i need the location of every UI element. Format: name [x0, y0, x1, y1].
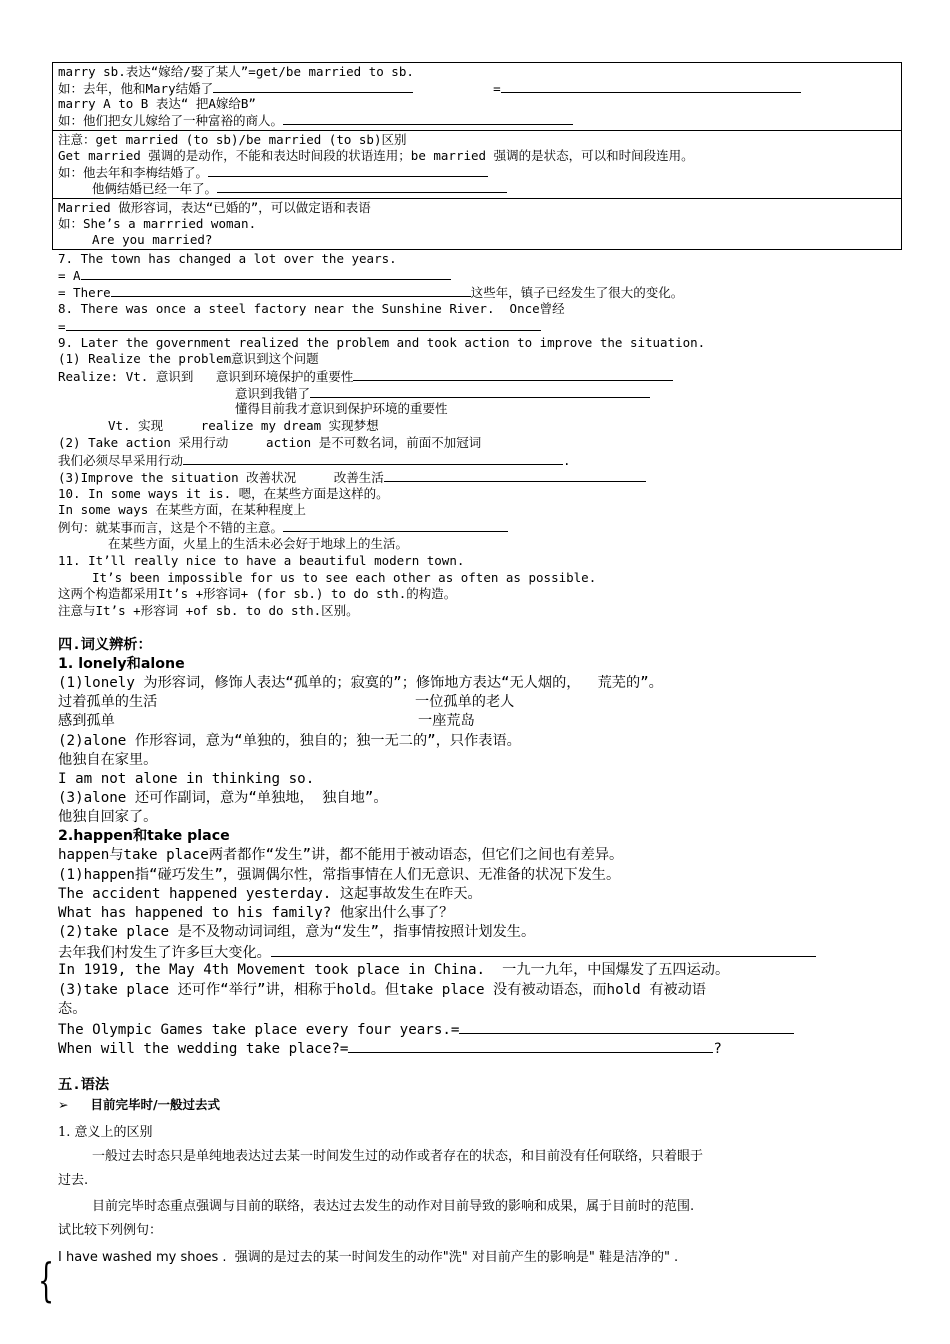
text-line: 懂得目前我才意识到保护环境的重要性 [235, 401, 448, 416]
rewrite-line: = There 这些年，镇子已经发生了很大的变化。 [58, 285, 684, 300]
answer-blank[interactable] [310, 385, 650, 398]
answer-blank[interactable] [501, 80, 801, 93]
answer-blank[interactable] [384, 469, 646, 482]
text-line: happen与take place两者都作“发生”讲，都不能用于被动语态，但它们之间也有差异。 [58, 847, 624, 863]
subheading: 1. lonely和alone [58, 656, 185, 672]
item-11: 11. It’ll really nice to have a beautiful modern town. [58, 553, 465, 568]
text-line: 态。 [58, 1001, 87, 1017]
text-line: marry sb.表达“嫁给/娶了某人”=get/be married to sb. [58, 64, 414, 79]
text-line: (2)take place 是不及物动词词组，意为“发生”，指事情按照计划发生。 [58, 924, 536, 940]
text-line: 一座荒岛 [418, 713, 475, 729]
answer-blank[interactable] [283, 519, 508, 532]
bullet-item: ➢ 目前完毕时/一般过去式 [58, 1097, 221, 1112]
answer-blank[interactable] [183, 452, 563, 465]
text-line: 目前完毕时态重点强调与目前的联络，表达过去发生的动作对目前导致的影响和成果，属于目前时的范围. [92, 1199, 695, 1214]
text-line: 他独自回家了。 [58, 809, 158, 825]
text-line: Get married 强调的是动作，不能和表达时间段的状语连用；be married 强调的是状态，可以和时间段连用。 [58, 148, 694, 163]
example-line: 如：他去年和李梅结婚了。 [58, 164, 488, 181]
text-line: 在某些方面，火星上的生活未必会好于地球上的生活。 [108, 536, 409, 551]
text-line: (3)alone 还可作副词，意为“单独地， 独自地”。 [58, 790, 388, 806]
text-line: 感到孤单 [58, 713, 115, 729]
rewrite-line: = [58, 318, 541, 335]
text-line: 过去. [58, 1173, 89, 1188]
text-line: 注意与It’s +形容词 +of sb. to do sth.区别。 [58, 603, 359, 618]
text-line: (2)alone 作形容词，意为“单独的，独自的；独一无二的”，只作表语。 [58, 733, 521, 749]
text-line: Married 做形容词，表达“已婚的”，可以做定语和表语 [58, 200, 371, 215]
text-line: 过着孤单的生活 [58, 694, 158, 710]
section-heading: 五.语法 [58, 1077, 110, 1093]
answer-blank[interactable] [348, 1038, 713, 1053]
text-line: 这两个构造都采用It’s +形容词+ (for sb.) to do sth.的构造。 [58, 586, 457, 601]
text-line: (2) Take action 采用行动 action 是不可数名词，前面不加冠词 [58, 435, 482, 450]
item-10: 10. In some ways it is. 嗯，在某些方面是这样的。 [58, 486, 389, 501]
answer-blank[interactable] [353, 368, 673, 381]
text-line: I am not alone in thinking so. [58, 771, 315, 787]
item-7: 7. The town has changed a lot over the years. [58, 251, 397, 266]
item-9: 9. Later the government realized the problem and took action to improve the situation. [58, 335, 706, 350]
text-line: In some ways 在某些方面，在某种程度上 [58, 502, 306, 517]
text-line: When will the wedding take place?= ? [58, 1038, 722, 1059]
answer-blank[interactable] [217, 180, 507, 193]
text-line: 意识到我错了 [235, 385, 650, 402]
text-line: The Olympic Games take place every four years.= [58, 1019, 794, 1040]
text-line: (1) Realize the problem意识到这个问题 [58, 351, 319, 366]
example-line: 他俩结婚已经一年了。 [92, 180, 507, 197]
text-line: In 1919, the May 4th Movement took place in China. 一九一九年，中国爆发了五四运动。 [58, 962, 730, 978]
text-line: (3)take place 还可作“举行”讲，相称于hold。但take place 没有被动语态，而hold 有被动语 [58, 982, 706, 998]
brace-mark: { [38, 1253, 55, 1307]
note-line: 注意：get married (to sb)/be married (to sb)区别 [58, 132, 407, 147]
answer-blank[interactable] [81, 267, 451, 280]
text-line: (1)lonely 为形容词，修饰人表达“孤单的；寂寞的”；修饰地方表达“无人烟的， 荒芜的”。 [58, 675, 663, 691]
text-line: (1)happen指“碰巧发生”，强调偶尔性，常指事情在人们无意识、无准备的状况下发生。 [58, 867, 621, 883]
text-line: (3)Improve the situation 改善状况 改善生活 [58, 469, 646, 486]
text-line: 例句：就某事而言，这是个不错的主意。 [58, 519, 508, 536]
rewrite-line: = A [58, 267, 451, 284]
answer-blank[interactable] [459, 1019, 794, 1034]
text-line: What has happened to his family? 他家出什么事了？ [58, 905, 454, 921]
example-line: 如：他们把女儿嫁给了一种富裕的商人。 [58, 112, 573, 129]
text-line: Realize: Vt. 意识到 意识到环境保护的重要性 [58, 368, 673, 385]
text-line: 去年我们村发生了许多巨大变化。 [58, 942, 816, 963]
answer-blank[interactable] [111, 284, 471, 297]
text-line: marry A to B 表达“ 把A嫁给B” [58, 96, 256, 111]
answer-blank[interactable] [283, 112, 573, 125]
example-line: Are you married? [92, 232, 213, 247]
text-line: 一般过去时态只是单纯地表达过去某一时间发生过的动作或者存在的状态，和目前没有任何联络，只着眼于 [92, 1149, 704, 1164]
text-line: 试比较下列例句： [58, 1223, 163, 1238]
subheading: 2.happen和take place [58, 828, 230, 844]
text-line: I have washed my shoes . 强调的是过去的某一时间发生的动作"洗" 对目前产生的影响是" 鞋是洁净的" . [58, 1250, 679, 1265]
text-line: 他独自在家里。 [58, 752, 158, 768]
text-line: Vt. 实现 realize my dream 实现梦想 [108, 418, 379, 433]
section-heading: 四.词义辨析： [58, 637, 152, 653]
answer-blank[interactable] [66, 318, 541, 331]
answer-blank[interactable] [271, 942, 816, 957]
example-line: 如：去年，他和Mary结婚了 = [58, 80, 801, 97]
answer-blank[interactable] [213, 80, 413, 93]
text-line: 一位孤单的老人 [415, 694, 515, 710]
example-line: 如：She’s a marrried woman. [58, 216, 257, 231]
text-line: 1. 意义上的区别 [58, 1125, 153, 1140]
text-line: It’s been impossible for us to see each other as often as possible. [92, 570, 597, 585]
arrow-bullet-icon: ➢ [58, 1097, 69, 1112]
item-8: 8. There was once a steel factory near the Sunshine River. Once曾经 [58, 301, 565, 316]
answer-blank[interactable] [208, 164, 488, 177]
text-line: The accident happened yesterday. 这起事故发生在昨天。 [58, 886, 482, 902]
text-line: 我们必须尽早采用行动 . [58, 453, 571, 468]
